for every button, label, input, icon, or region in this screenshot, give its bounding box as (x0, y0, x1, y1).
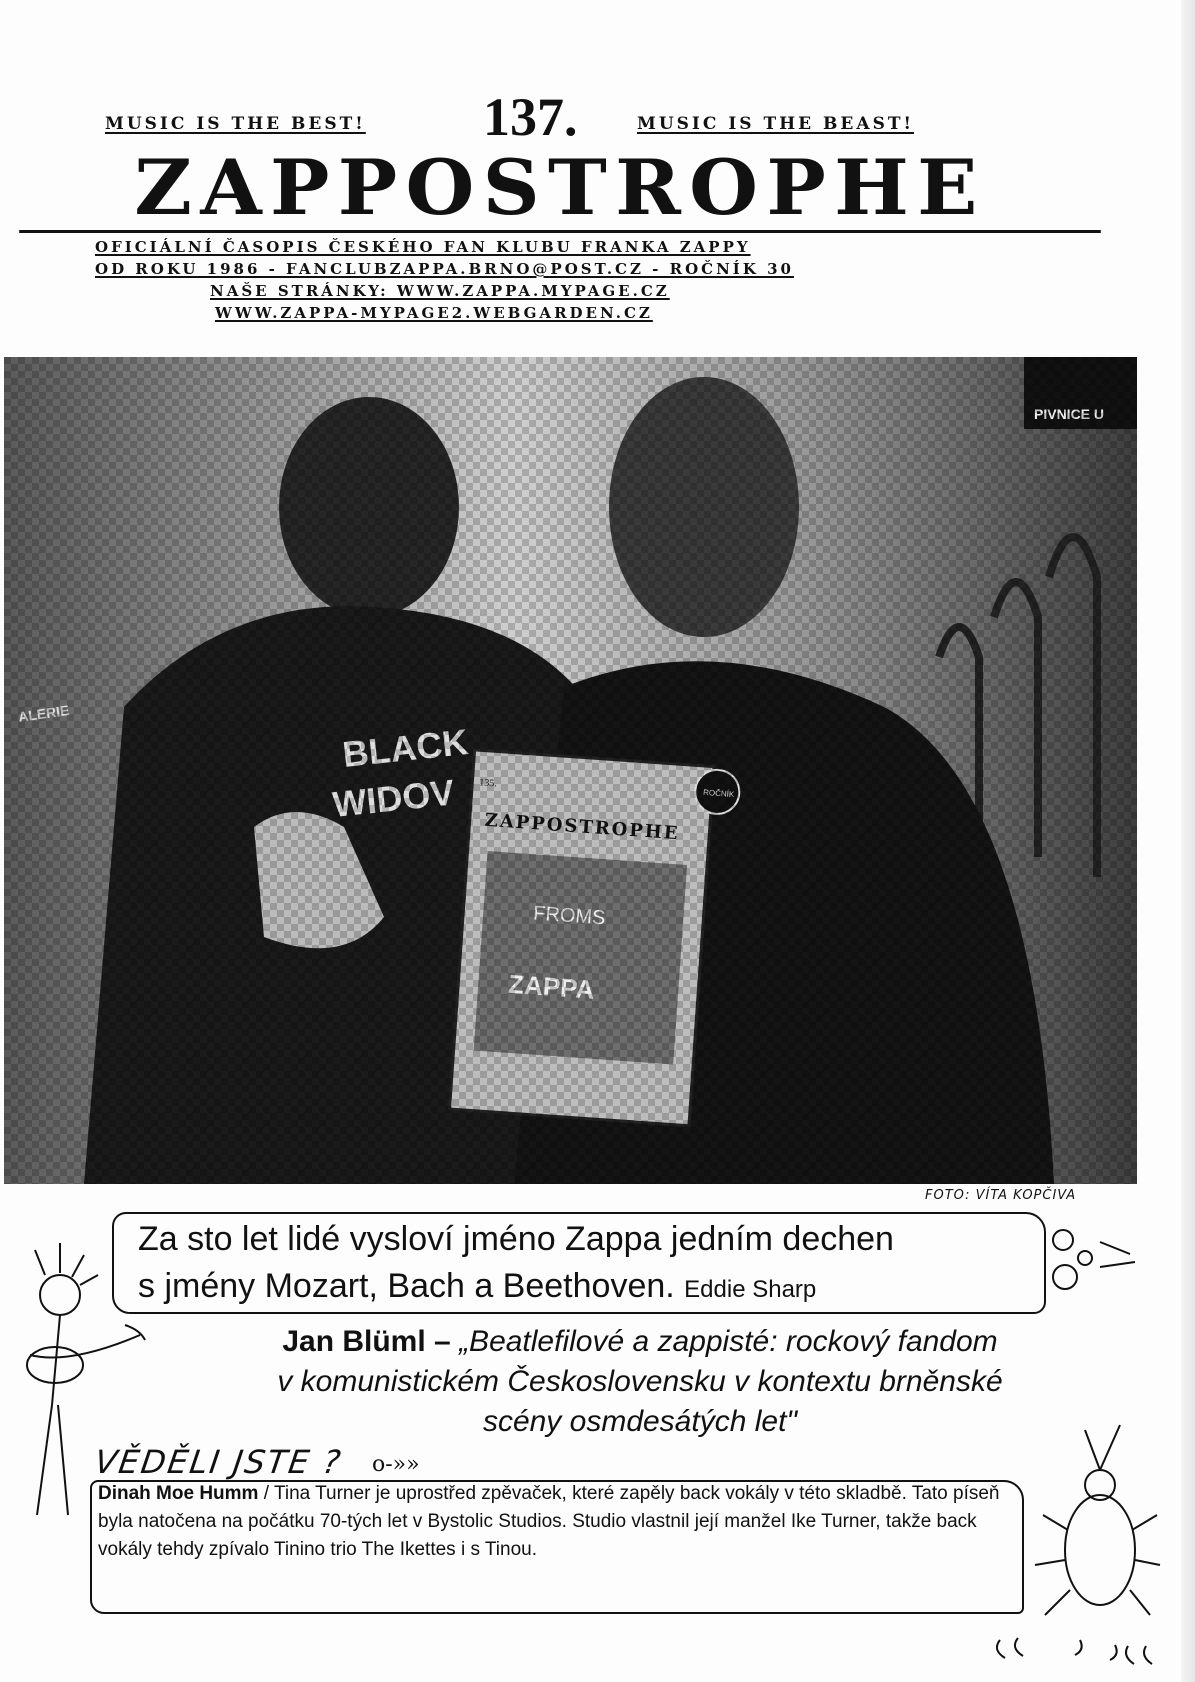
article-headline (180, 1322, 1100, 1442)
photo-credit: FOTO: VÍTA KOPČIVA (925, 1188, 1077, 1203)
masthead-line-2: OD ROKU 1986 - FANCLUBZAPPA.BRNO@POST.CZ - ROČNÍK 30 (95, 260, 794, 278)
quote-line-1: Za sto let lidé vysloví jméno Zappa jedním dechen (138, 1220, 894, 1258)
did-you-know-arrow: o-»» (372, 1452, 420, 1477)
masthead-info (60, 236, 1060, 324)
tagline-right: MUSIC IS THE BEAST! (637, 114, 914, 134)
masthead-line-1: OFICIÁLNÍ ČASOPIS ČESKÉHO FAN KLUBU FRANKA ZAPPY (95, 238, 751, 256)
article-author: Jan Blüml (282, 1325, 426, 1358)
did-you-know-label: VĚDĚLI JSTE ? (92, 1443, 345, 1481)
masthead-line-3: NAŠE STRÁNKY: WWW.ZAPPA.MYPAGE.CZ (210, 282, 670, 300)
feet-doodle (990, 1630, 1050, 1670)
article-title-line-2: v komunistickém Československu v kontextu brněnské (277, 1365, 1003, 1398)
issue-number: 137. (483, 87, 578, 147)
article-dash: – (425, 1325, 460, 1358)
quote (138, 1216, 1038, 1313)
feet-doodle-2 (1120, 1640, 1180, 1676)
article-title-line-1: „Beatlefilové a zappisté: rockový fandom (459, 1325, 998, 1358)
masthead-tagline (105, 86, 1035, 146)
did-you-know-text (98, 1480, 1008, 1564)
bubbles-doodle (1045, 1222, 1145, 1302)
masthead-line-4: WWW.ZAPPA-MYPAGE2.WEBGARDEN.CZ (215, 304, 653, 322)
cover-photo (4, 357, 1137, 1184)
quote-line-2: s jmény Mozart, Bach a Beethoven. (138, 1267, 675, 1305)
quote-author: Eddie Sharp (684, 1276, 817, 1303)
halftone-overlay (4, 357, 1137, 1184)
tagline-left: MUSIC IS THE BEST! (105, 114, 366, 134)
page-edge (1181, 0, 1195, 1682)
masthead-title: ZAPPOSTROPHE (19, 148, 1101, 233)
did-you-know-body: / Tina Turner je uprostřed zpěvaček, které zapěly back vokály v této skladbě. Tato píseň byla natočena na počátku 70-tých let v Bystolic Studios. Studio vlastnil její manžel Ike Turner, takže back vokály tehdy zpívalo Tinino trio The Ikettes i s Tinou. (98, 1483, 1000, 1560)
article-title-line-3: scény osmdesátých let" (482, 1405, 798, 1438)
did-you-know-song: Dinah Moe Humm (98, 1483, 259, 1504)
quote-line-2-wrapper (138, 1263, 1038, 1313)
headline-line-1-wrapper (180, 1322, 1100, 1362)
